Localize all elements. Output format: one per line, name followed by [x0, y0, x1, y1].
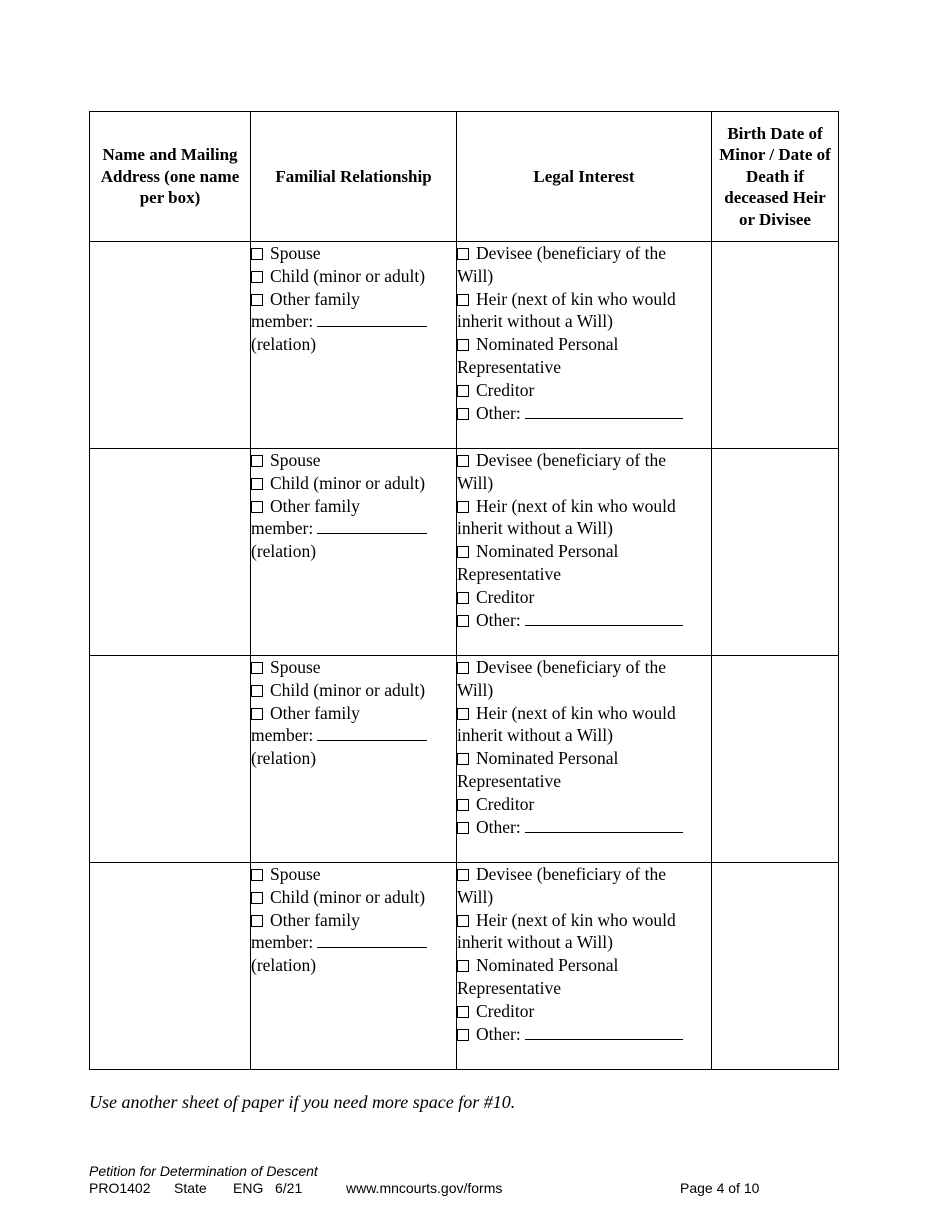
heir-checkbox[interactable]	[457, 708, 469, 720]
extra-space-note: Use another sheet of paper if you need more space for #10.	[89, 1092, 516, 1112]
relation-field[interactable]	[317, 533, 427, 534]
legal-interest-cell	[457, 449, 712, 656]
nominated-checkbox[interactable]	[457, 339, 469, 351]
heir-label: Heir (next of kin who would	[476, 909, 676, 930]
heir-label: Heir (next of kin who would	[476, 495, 676, 516]
relation-caption: (relation)	[251, 748, 317, 769]
other-checkbox[interactable]	[457, 1029, 469, 1041]
child-checkbox[interactable]	[251, 685, 263, 697]
relation-field[interactable]	[317, 947, 427, 948]
other-checkbox[interactable]	[457, 615, 469, 627]
nominated-label-cont: Representative	[457, 977, 561, 998]
nominated-label-cont: Representative	[457, 563, 561, 584]
footer-language: ENG	[233, 1180, 264, 1196]
footer-revision: 6/21	[275, 1180, 303, 1196]
table-row	[90, 242, 839, 449]
spouse-checkbox[interactable]	[251, 662, 263, 674]
other-field[interactable]	[525, 1039, 683, 1040]
table-row	[90, 863, 839, 1070]
spouse-checkbox[interactable]	[251, 455, 263, 467]
nominated-label-cont: Representative	[457, 356, 561, 377]
familial-relationship-cell	[251, 656, 457, 863]
other-label: Other:	[476, 1023, 521, 1044]
member-label: member:	[251, 518, 314, 539]
devisee-label: Devisee (beneficiary of the	[476, 864, 666, 884]
table-row	[90, 449, 839, 656]
devisee-checkbox[interactable]	[457, 248, 469, 260]
child-checkbox[interactable]	[251, 892, 263, 904]
page-footer	[89, 1163, 789, 1197]
name-address-cell[interactable]	[90, 242, 251, 449]
child-checkbox[interactable]	[251, 478, 263, 490]
legal-interest-cell	[457, 242, 712, 449]
familial-relationship-cell	[251, 449, 457, 656]
creditor-checkbox[interactable]	[457, 1006, 469, 1018]
other-family-checkbox[interactable]	[251, 708, 263, 720]
creditor-label: Creditor	[476, 379, 535, 400]
other-field[interactable]	[525, 832, 683, 833]
child-checkbox[interactable]	[251, 271, 263, 283]
birth-death-date-cell[interactable]	[712, 863, 839, 1070]
devisee-label-cont: Will)	[457, 886, 494, 907]
other-family-checkbox[interactable]	[251, 915, 263, 927]
header-birth-death-date: Birth Date of Minor / Date of Death if deceased Heir or Divisee	[712, 112, 839, 242]
spouse-label: Spouse	[270, 657, 321, 677]
heir-label-cont: inherit without a Will)	[457, 311, 613, 332]
relation-field[interactable]	[317, 326, 427, 327]
nominated-label: Nominated Personal	[476, 334, 619, 355]
child-label: Child (minor or adult)	[270, 679, 426, 700]
heir-checkbox[interactable]	[457, 294, 469, 306]
devisee-label: Devisee (beneficiary of the	[476, 450, 666, 470]
nominated-checkbox[interactable]	[457, 546, 469, 558]
spouse-checkbox[interactable]	[251, 248, 263, 260]
footer-url-link[interactable]: www.mncourts.gov/forms	[346, 1180, 503, 1196]
devisee-label-cont: Will)	[457, 265, 494, 286]
creditor-checkbox[interactable]	[457, 385, 469, 397]
header-name-address: Name and Mailing Address (one name per box)	[90, 112, 251, 242]
heir-label: Heir (next of kin who would	[476, 702, 676, 723]
member-label: member:	[251, 932, 314, 953]
other-checkbox[interactable]	[457, 822, 469, 834]
table-row	[90, 656, 839, 863]
header-legal-interest: Legal Interest	[457, 112, 712, 242]
other-checkbox[interactable]	[457, 408, 469, 420]
child-label: Child (minor or adult)	[270, 472, 426, 493]
other-family-label: Other family	[270, 288, 360, 309]
devisee-checkbox[interactable]	[457, 662, 469, 674]
nominated-label: Nominated Personal	[476, 955, 619, 976]
name-address-cell[interactable]	[90, 449, 251, 656]
table-header-row	[90, 112, 839, 242]
heir-label: Heir (next of kin who would	[476, 288, 676, 309]
creditor-label: Creditor	[476, 586, 535, 607]
footer-form-code: PRO1402	[89, 1180, 151, 1196]
spouse-label: Spouse	[270, 243, 321, 263]
header-familial-relationship: Familial Relationship	[251, 112, 457, 242]
birth-death-date-cell[interactable]	[712, 242, 839, 449]
member-label: member:	[251, 725, 314, 746]
heir-checkbox[interactable]	[457, 915, 469, 927]
nominated-label: Nominated Personal	[476, 541, 619, 562]
nominated-label: Nominated Personal	[476, 748, 619, 769]
devisee-label: Devisee (beneficiary of the	[476, 243, 666, 263]
spouse-label: Spouse	[270, 864, 321, 884]
relation-caption: (relation)	[251, 955, 317, 976]
footer-form-title: Petition for Determination of Descent	[89, 1163, 318, 1179]
devisee-checkbox[interactable]	[457, 455, 469, 467]
birth-death-date-cell[interactable]	[712, 656, 839, 863]
creditor-label: Creditor	[476, 793, 535, 814]
creditor-label: Creditor	[476, 1000, 535, 1021]
other-family-label: Other family	[270, 495, 360, 516]
creditor-checkbox[interactable]	[457, 799, 469, 811]
relation-field[interactable]	[317, 740, 427, 741]
devisee-label-cont: Will)	[457, 679, 494, 700]
relation-caption: (relation)	[251, 541, 317, 562]
devisee-checkbox[interactable]	[457, 869, 469, 881]
creditor-checkbox[interactable]	[457, 592, 469, 604]
footer-page-number: Page 4 of 10	[680, 1180, 760, 1196]
nominated-label-cont: Representative	[457, 770, 561, 791]
other-field[interactable]	[525, 418, 683, 419]
other-label: Other:	[476, 609, 521, 630]
legal-interest-cell	[457, 863, 712, 1070]
nominated-checkbox[interactable]	[457, 753, 469, 765]
name-address-cell[interactable]	[90, 656, 251, 863]
devisee-label: Devisee (beneficiary of the	[476, 657, 666, 677]
heir-label-cont: inherit without a Will)	[457, 518, 613, 539]
other-label: Other:	[476, 816, 521, 837]
child-label: Child (minor or adult)	[270, 886, 426, 907]
spouse-checkbox[interactable]	[251, 869, 263, 881]
other-family-label: Other family	[270, 702, 360, 723]
spouse-label: Spouse	[270, 450, 321, 470]
child-label: Child (minor or adult)	[270, 265, 426, 286]
familial-relationship-cell	[251, 242, 457, 449]
heir-label-cont: inherit without a Will)	[457, 725, 613, 746]
other-label: Other:	[476, 402, 521, 423]
devisee-label-cont: Will)	[457, 472, 494, 493]
heir-label-cont: inherit without a Will)	[457, 932, 613, 953]
name-address-cell[interactable]	[90, 863, 251, 1070]
footer-jurisdiction: State	[174, 1180, 207, 1196]
other-field[interactable]	[525, 625, 683, 626]
familial-relationship-cell	[251, 863, 457, 1070]
nominated-checkbox[interactable]	[457, 960, 469, 972]
other-family-label: Other family	[270, 909, 360, 930]
member-label: member:	[251, 311, 314, 332]
other-family-checkbox[interactable]	[251, 501, 263, 513]
heir-checkbox[interactable]	[457, 501, 469, 513]
legal-interest-cell	[457, 656, 712, 863]
relation-caption: (relation)	[251, 334, 317, 355]
other-family-checkbox[interactable]	[251, 294, 263, 306]
heirs-table	[89, 111, 839, 1070]
birth-death-date-cell[interactable]	[712, 449, 839, 656]
